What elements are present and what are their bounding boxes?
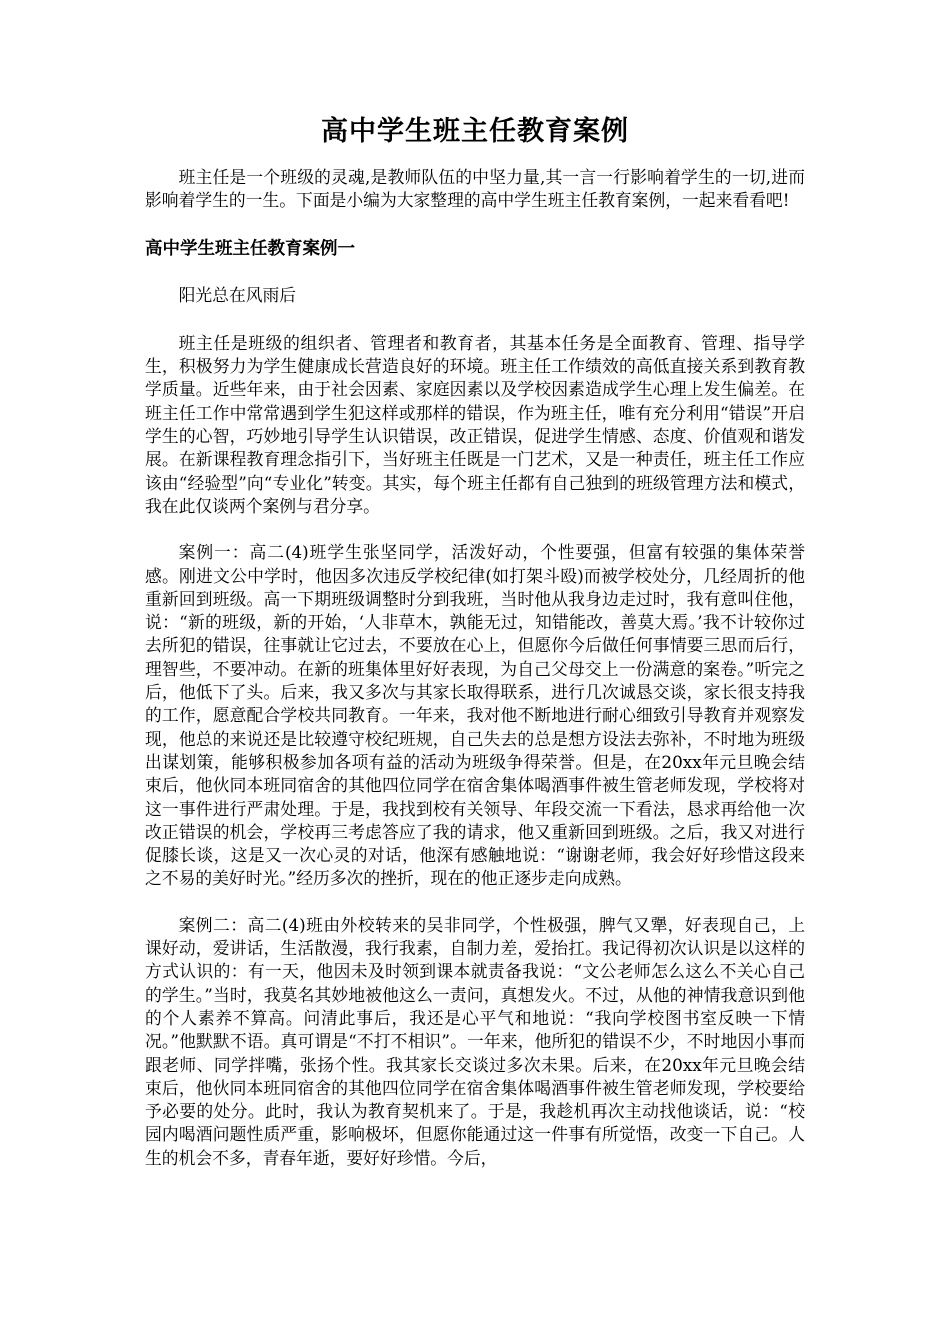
body-paragraph-1: 班主任是班级的组织者、管理者和教育者，其基本任务是全面教育、管理、指导学生，积极努力为学生健康成长营造良好的环境。班主任工作绩效的高低直接关系到教育教学质量。近些年来，由于社会因素、家庭因素以及学校因素造成学生心理上发生偏差。在班主任工作中常常遇到学生犯这样或那样的错误，作为班主任，唯有充分利用“错误”开启学生的心智，巧妙地引导学生认识错误，改正错误，促进学生情感、态度、价值观和谐发展。在新课程教育理念指引下，当好班主任既是一门艺术，又是一种责任，班主任工作应该由“经验型”向“专业化”转变。其实，每个班主任都有自己独到的班级管理方法和模式，我在此仅谈两个案例与君分享。 — [145, 332, 805, 516]
section-subtitle: 阳光总在风雨后 — [178, 284, 297, 305]
document-title: 高中学生班主任教育案例 — [321, 116, 629, 147]
document-page — [145, 112, 805, 1193]
case-two-paragraph: 案例二：高二(4)班由外校转来的吴非同学，个性极强，脾气又犟，好表现自己，上课好动，爱讲话，生活散漫，我行我素，自制力差，爱抬扛。我记得初次认识是以这样的方式认识的：有一天，他因未及时领到课本就责备我说：“文公老师怎么这么不关心自己的学生。”当时，我莫名其妙地被他这么一责问，真想发火。不过，从他的神情我意识到他的个人素养不算高。问清此事后，我还是心平气和地说：“我向学校图书室反映一下情况。”他默默不语。真可谓是“不打不相识”。一年来，他所犯的错误不少，不时地因小事而跟老师、同学拌嘴，张扬个性。我其家长交谈过多次未果。后来，在20xx年元旦晚会结束后，他伙同本班同宿舍的其他四位同学在宿舍集体喝酒事件被生管老师发现，学校要给予必要的处分。此时，我认为教育契机来了。于是，我趁机再次主动找他谈话，说：“校园内喝酒问题性质严重，影响极坏，但愿你能通过这一件事有所觉悟，改变一下自己。人生的机会不多，青春年逝，要好好珍惜。今后， — [145, 914, 805, 1168]
case-one-paragraph: 案例一：高二(4)班学生张坚同学，活泼好动，个性要强，但富有较强的集体荣誉感。刚进文公中学时，他因多次违反学校纪律(如打架斗殴)而被学校处分，几经周折的他重新回到班级。高一下期班级调整时分到我班，当时他从我身边走过时，我有意叫住他，说：“新的班级，新的开始，‘人非草木，孰能无过，知错能改，善莫大焉。’我不计较你过去所犯的错误，往事就让它过去，不要放在心上，但愿你今后做任何事情要三思而后行，理智些，不要冲动。在新的班集体里好好表现，为自己父母交上一份满意的案卷。”听完之后，他低下了头。后来，我又多次与其家长取得联系，进行几次诚恳交谈，家长很支持我的工作，愿意配合学校共同教育。一年来，我对他不断地进行耐心细致引导教育并观察发现，他总的来说还是比较遵守校纪班规，自己失去的总是想方设法去弥补，不时地为班级出谋划策，能够积极参加各项有益的活动为班级争得荣誉。但是，在20xx年元旦晚会结束后，他伙同本班同宿舍的其他四位同学在宿舍集体喝酒事件被生管老师发现，学校将对这一事件进行严肃处理。于是，我找到校有关领导、年段交流一下看法，恳求再给他一次改正错误的机会，学校再三考虑答应了我的请求，他又重新回到班级。之后，我又对进行促膝长谈，这是又一次心灵的对话，他深有感触地说：“谢谢老师，我会好好珍惜这段来之不易的美好时光。”经历多次的挫折，现在的他正逐步走向成熟。 — [145, 542, 805, 889]
intro-paragraph: 班主任是一个班级的灵魂,是教师队伍的中坚力量,其一言一行影响着学生的一切,进而影响着学生的一生。下面是小编为大家整理的高中学生班主任教育案例，一起来看看吧! — [145, 167, 805, 211]
section-heading: 高中学生班主任教育案例一 — [145, 238, 355, 259]
